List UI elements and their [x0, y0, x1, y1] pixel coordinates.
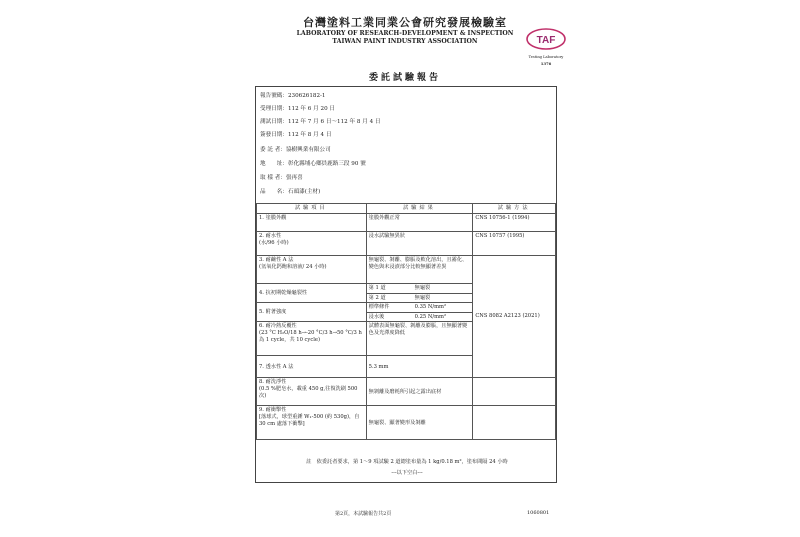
item-cell: 9. 耐衝擊性 [落球式，球型重錘 W₁-500 (約 530g)，自 30 cm 處落下衝擊]	[257, 406, 367, 440]
taf-logo-icon	[525, 27, 567, 51]
report-page	[225, 0, 580, 537]
table-header-row	[257, 204, 556, 214]
address-value: 彰化縣埔心鄉員鹿路三段 90 號	[287, 161, 366, 167]
report-title: 委託試驗報告	[368, 73, 441, 83]
result-cell: 無龜裂、顯著變形及剝離	[366, 406, 473, 440]
item-cell: 3. 耐鹼性 A 法 (氫氧化鈣飽和溶液/ 24 小時)	[257, 256, 367, 284]
subtest-result: 0.25 N/mm²	[414, 313, 447, 320]
method-cell: CNS 8082 A2123 (2021)	[473, 256, 556, 378]
product-value: 石頭漆(主材)	[287, 189, 321, 195]
item-cell: 4. 抗初期乾燥龜裂性	[257, 284, 367, 303]
item-cell: 1. 塗膜外觀	[257, 214, 367, 232]
subtest-cell	[366, 293, 473, 303]
lab-name-en-2: TAIWAN PAINT INDUSTRY ASSOCIATION	[332, 38, 478, 45]
method-cell: CNS 10757 (1995)	[473, 232, 556, 256]
item-cell: 6. 耐冷熱反覆性 (23 °C H₂O/18 h→-20 °C/3 h→50 °C/3 h 為 1 cycle，共 10 cycle)	[257, 322, 367, 356]
header-item: 試驗項目	[257, 204, 367, 214]
end-marker: ---以下空白---	[391, 470, 423, 476]
subtest-result: 無龜裂	[414, 285, 431, 291]
client-value: 協樹興業有限公司	[285, 147, 331, 153]
method-cell	[473, 378, 556, 406]
sampler-label: 取 樣 者：	[260, 175, 286, 181]
document-code: 1060801	[527, 510, 550, 516]
product-row	[260, 187, 320, 195]
client-label: 委 託 者：	[260, 147, 286, 153]
taf-number: 1376	[540, 61, 552, 66]
subtest-result: 無龜裂	[414, 294, 431, 301]
lab-name-zh: 台灣塗料工業同業公會研究發展檢驗室	[303, 16, 507, 29]
subtest-result: 0.35 N/mm²	[414, 304, 447, 311]
table-row	[257, 406, 556, 440]
result-cell: 5.3 mm	[366, 356, 473, 378]
item-label: 5. 附著強度	[259, 308, 287, 315]
subtest-label: 標準條件	[368, 304, 390, 311]
table-row	[257, 232, 556, 256]
subtest-label: 第 1 道	[368, 285, 386, 291]
report-note: 註 依委託者要求，第 1～9 項試驗 2 道總塗布量為 1 kg/0.18 m²，塗布間隔 24 小時	[306, 459, 508, 465]
results-table	[256, 203, 556, 440]
table-row	[257, 214, 556, 232]
subtest-cell	[366, 312, 473, 322]
sampler-value: 張再喜	[285, 175, 303, 181]
sampler-row	[260, 173, 303, 181]
method-cell: CNS 10756-1 (1994)	[473, 214, 556, 232]
result-cell: 無剝離及磨耗所引起之露出底材	[366, 378, 473, 406]
item-cell: 2. 耐水性 (水/96 小時)	[257, 232, 367, 256]
result-cell: 試體表面無龜裂、剝離及膨脹，且無顯著變色及光澤度降低	[366, 322, 473, 356]
table-row	[257, 256, 556, 284]
subtest-cell	[366, 303, 473, 313]
result-cell: 無龜裂、剝離、膨脹及軟化溶出，且霧化、變色與未浸漬部分比較無顯著差異	[366, 256, 473, 284]
product-label: 品 名：	[260, 189, 288, 195]
item-cell: 8. 耐洗淨性 (0.5 %肥皂水，載重 450 g,往復洗刷 500 次)	[257, 378, 367, 406]
address-row	[260, 159, 366, 167]
test-date: 測試日期：112 年 7 月 6 日～112 年 8 月 4 日	[260, 119, 381, 125]
method-cell	[473, 406, 556, 440]
result-cell: 塗膜外觀正常	[366, 214, 473, 232]
address-label: 地 址：	[260, 161, 288, 167]
taf-label: Testing Laboratory	[528, 55, 564, 59]
issue-date: 簽發日期：112 年 8 月 4 日	[260, 132, 332, 138]
item-cell: 7. 透水性 A 法	[257, 356, 367, 378]
table-row	[257, 378, 556, 406]
subtest-cell	[366, 284, 473, 294]
page-footer: 第2頁，本試驗報告共2頁	[335, 511, 392, 517]
svg-text:TAF: TAF	[536, 35, 556, 46]
header-method: 試驗方法	[473, 204, 556, 214]
report-body	[255, 86, 557, 483]
item-cell	[257, 303, 367, 322]
received-date: 受理日期：112 年 6 月 20 日	[260, 106, 335, 112]
client-row	[260, 145, 331, 153]
subtest-label: 第 2 道	[368, 294, 386, 301]
report-number: 報告號碼：230626182-1	[260, 93, 326, 99]
result-cell: 浸水試驗無異狀	[366, 232, 473, 256]
lab-name-en-1: LABORATORY OF RESEARCH-DEVELOPMENT & INSPECTION	[296, 30, 514, 37]
header-result: 試驗結果	[366, 204, 473, 214]
subtest-label: 浸水後	[368, 313, 385, 320]
